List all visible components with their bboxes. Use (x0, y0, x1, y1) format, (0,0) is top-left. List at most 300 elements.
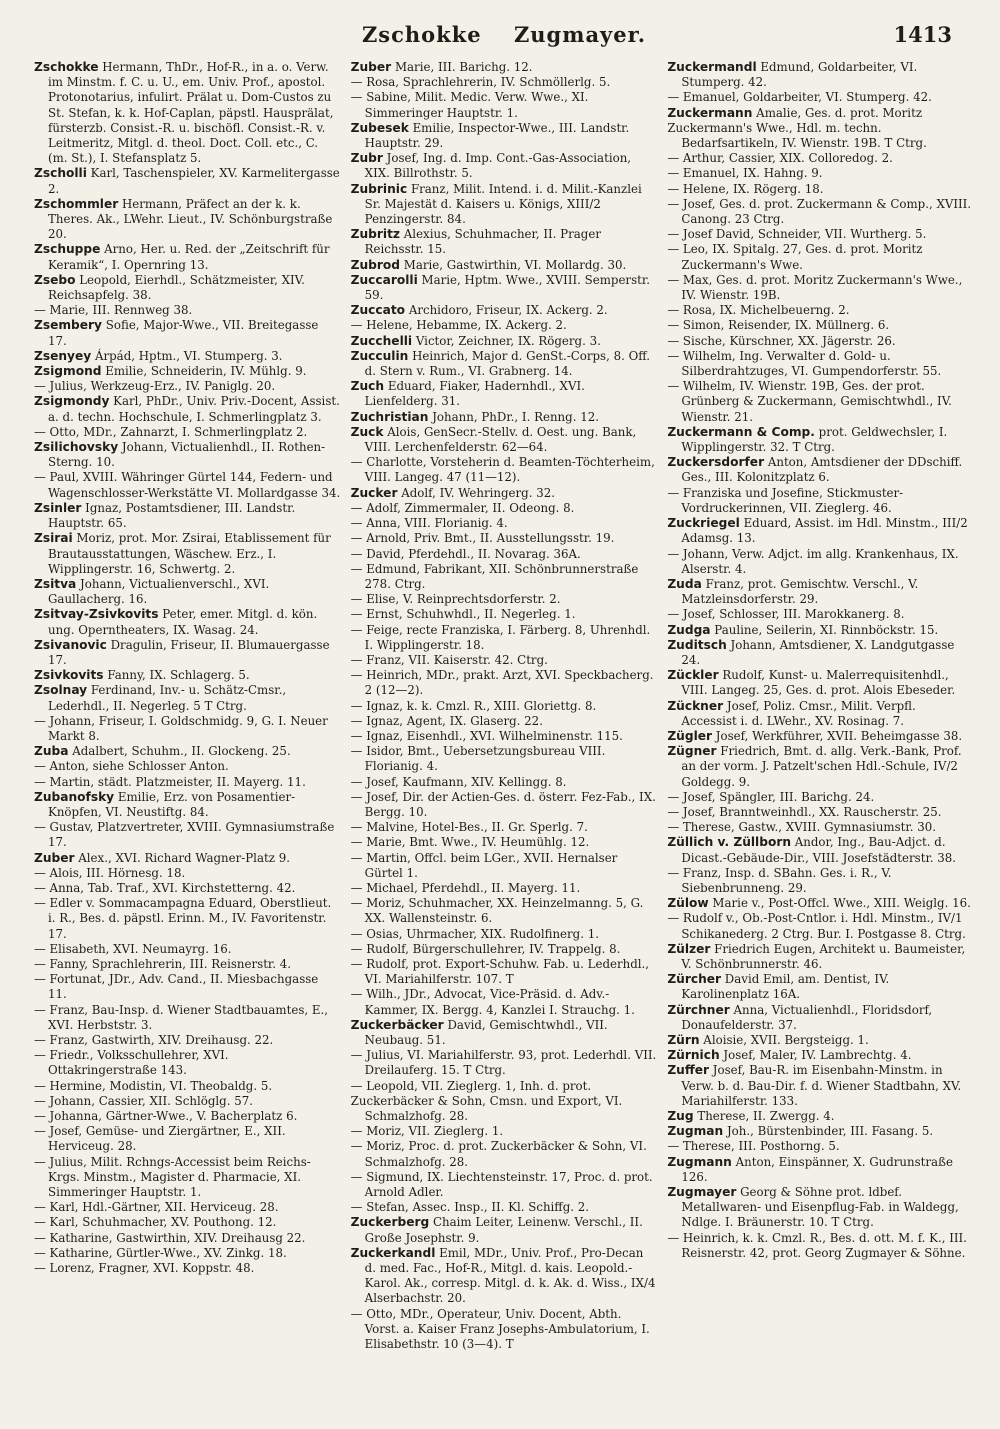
entry-details: — Julius, Milit. Rchngs-Accessist beim Reichs-Krgs. Minstm., Magister d. Pharmacie, XI. Simmeringer Hauptstr. 1. (34, 1154, 311, 1200)
directory-entry (34, 1246, 341, 1261)
directory-entry (667, 623, 974, 638)
entry-surname: Zuber (350, 60, 392, 74)
directory-entry (351, 258, 658, 273)
entry-details: — Rosa, Sprachlehrerin, IV. Schmöllerlg. 5. (350, 75, 611, 90)
entry-details: — Josef, Dir. der Actien-Ges. d. österr. Fez-Fab., IX. Bergg. 10. (350, 789, 656, 819)
entry-surname: Zuckriegel (667, 516, 740, 531)
entry-surname: Zubr (350, 151, 383, 166)
entry-surname: Zubrod (350, 257, 401, 272)
directory-entry (34, 60, 341, 166)
entry-surname: Zuber (34, 850, 75, 865)
entry-surname: Zürn (667, 1033, 700, 1047)
directory-entry (34, 1200, 341, 1215)
directory-entry (667, 547, 974, 577)
entry-details: Fanny, IX. Schlagerg. 5. (107, 668, 250, 683)
entry-details: Zuckerbäcker & Sohn, Cmsn. und Export, VI. Schmalzhofg. 28. (350, 1093, 623, 1124)
entry-details: Johann, Victualienverschl., XVI. Gaullacherg. 16. (48, 576, 270, 607)
entry-details: Therese, II. Zwergg. 4. (697, 1109, 835, 1124)
directory-entry (351, 318, 658, 333)
directory-entry (34, 866, 341, 881)
entry-details: — David, Pferdehdl., II. Novarag. 36A. (350, 546, 581, 561)
directory-entry (667, 1155, 974, 1185)
entry-details: Arno, Her. u. Red. der „Zeitschrift für Keramik“, I. Opernring 13. (48, 242, 330, 272)
entry-surname: Zsolnay (34, 683, 88, 698)
directory-entry (351, 486, 658, 501)
running-title-right: Zugmayer. (513, 22, 647, 47)
directory-entry (34, 318, 341, 348)
directory-entry (351, 75, 658, 90)
directory-entry (667, 1033, 974, 1048)
directory-entry (351, 1200, 658, 1215)
entry-details: — Karl, Schuhmacher, XV. Pouthong. 12. (34, 1215, 277, 1230)
directory-entry (667, 699, 974, 729)
entry-surname: Zülow (667, 896, 709, 911)
running-title (34, 22, 974, 47)
entry-details: Adolf, IV. Wehringerg. 32. (401, 485, 555, 500)
directory-entry (351, 516, 658, 531)
entry-surname: Zubrinic (350, 181, 408, 196)
directory-entry (34, 1003, 341, 1033)
entry-surname: Zürnich (667, 1048, 720, 1063)
directory-entry (667, 318, 974, 333)
directory-entry (34, 394, 341, 424)
directory-entry (667, 607, 974, 622)
entry-surname: Zugmann (667, 1154, 732, 1169)
entry-surname: Zuch (350, 379, 385, 394)
directory-entry (34, 972, 341, 1002)
entry-details: Johann, Amtsdiener, X. Landgutgasse 24. (681, 637, 955, 667)
directory-entry (34, 197, 341, 243)
entry-details: — Sabine, Milit. Medic. Verw. Wwe., XI. Simmeringer Hauptstr. 1. (350, 90, 589, 120)
entry-details: Josef, Ing. d. Imp. Cont.-Gas-Association, XIX. Billrothstr. 5. (364, 151, 632, 181)
entry-details: Alex., XVI. Richard Wagner-Platz 9. (78, 850, 290, 865)
directory-entry (667, 242, 974, 272)
entry-details: Alois, GenSecr.-Stellv. d. Oest. ung. Bank, VIII. Lerchenfelderstr. 62—64. (364, 424, 637, 455)
directory-entry (667, 638, 974, 668)
entry-details: Sofie, Major-Wwe., VII. Breitegasse 17. (48, 318, 319, 348)
page-header (34, 18, 974, 52)
entry-details: — Simon, Reisender, IX. Müllnerg. 6. (667, 318, 890, 333)
directory-entry (351, 699, 658, 714)
directory-entry (34, 349, 341, 364)
entry-details: Ferdinand, Inv.- u. Schätz-Cmsr., Lederhdl., II. Negerleg. 5 T Ctrg. (48, 683, 287, 713)
entry-surname: Zscholli (34, 166, 87, 181)
directory-entry (34, 790, 341, 820)
directory-entry (667, 166, 974, 181)
entry-details: — Edmund, Fabrikant, XII. Schönbrunnerstraße 278. Ctrg. (350, 561, 639, 591)
entry-surname: Zubritz (350, 227, 401, 242)
directory-entry (34, 714, 341, 744)
entry-details: — Lorenz, Fragner, XVI. Koppstr. 48. (34, 1261, 255, 1276)
directory-entry (351, 60, 658, 75)
entry-details: — Franz, VII. Kaiserstr. 42. Ctrg. (350, 652, 548, 667)
directory-entry (351, 379, 658, 409)
entry-details: Josef, Maler, IV. Lambrechtg. 4. (723, 1048, 912, 1063)
directory-entry (351, 820, 658, 835)
entry-details: — Ignaz, Eisenhdl., XVI. Wilhelminenstr. 115. (350, 728, 623, 743)
entry-details: Josef, Werkführer, XVII. Beheimgasse 38. (715, 728, 963, 743)
column-left (34, 60, 341, 1352)
entry-details: — Johanna, Gärtner-Wwe., V. Bacherplatz 6. (34, 1109, 298, 1124)
directory-entry (667, 896, 974, 911)
directory-entry (667, 1048, 974, 1063)
directory-entry (34, 683, 341, 713)
directory-entry (667, 744, 974, 790)
directory-entry (351, 303, 658, 318)
entry-details: — Moriz, Schuhmacher, XX. Heinzelmanng. 5, G. XX. Wallensteinstr. 6. (350, 896, 644, 926)
entry-details: Franz, prot. Gemischtw. Verschl., V. Matzleinsdorferstr. 29. (681, 576, 919, 607)
entry-surname: Zucculin (350, 348, 409, 363)
entry-surname: Zsitvay-Zsivkovits (34, 607, 159, 622)
directory-entry (34, 501, 341, 531)
entry-surname: Zuckerbäcker (350, 1017, 444, 1032)
entry-details: Johann, PhDr., I. Renng. 12. (432, 409, 599, 424)
entry-details: — Emanuel, Goldarbeiter, VI. Stumperg. 42. (667, 90, 932, 105)
entry-details: — Wilhelm, Ing. Verwalter d. Gold- u. Silberdrahtzuges, VI. Gumpendorferstr. 55. (667, 348, 942, 379)
directory-entry (34, 577, 341, 607)
directory-entry (34, 1079, 341, 1094)
entry-details: — Franz, Bau-Insp. d. Wiener Stadtbauamtes, E., XVI. Herbststr. 3. (34, 1002, 328, 1032)
entry-details: — Elisabeth, XVI. Neumayrg. 16. (34, 941, 232, 956)
entry-details: — Helene, IX. Rögerg. 18. (667, 181, 824, 196)
directory-entry (34, 1231, 341, 1246)
entry-details: — Anna, Tab. Traf., XVI. Kirchstetterng. 42. (34, 880, 296, 895)
directory-entry (34, 1124, 341, 1154)
directory-entry (351, 1215, 658, 1245)
entry-details: — Rudolf v., Ob.-Post-Cntlor. i. Hdl. Minstm., IV/1 Schikanederg. 2 Ctrg. Bur. I. Postgasse 8. Ctrg. (667, 911, 966, 941)
directory-entry (667, 486, 974, 516)
entry-surname: Zsebo (34, 272, 76, 287)
entry-surname: Zuffer (667, 1063, 710, 1078)
directory-entry (667, 273, 974, 303)
entry-details: Adalbert, Schuhm., II. Glockeng. 25. (72, 744, 291, 759)
entry-details: Marie, Hptm. Wwe., XVIII. Semperstr. 59. (364, 272, 650, 303)
entry-details: Karl, Taschenspieler, XV. Karmelitergasse 2. (48, 166, 340, 196)
entry-details: Hermann, ThDr., Hof-R., in a. o. Verw. im Minstm. f. C. u. U., em. Univ. Prof., apostol. Protonotarius, infulirt. Prälat u. Dom-Custos zu St. Stefan, k. k. Hof-Caplan, päpstl. Hausprälat, fürsterzb. Consist.-R. u. bischöfl. Consist.-R. v. Leitmeritz, Mitgl. d. theol. Doct. Coll. etc., C. (m. St.), I. Stefansplatz 5. (48, 60, 334, 166)
directory-entry (351, 410, 658, 425)
directory-entry (667, 1109, 974, 1124)
directory-entry (351, 349, 658, 379)
directory-entry (34, 364, 341, 379)
entry-surname: Zuckersdorfer (667, 455, 765, 470)
entry-details: — Rudolf, Bürgerschullehrer, IV. Trappelg. 8. (350, 941, 621, 956)
directory-entry (34, 744, 341, 759)
entry-details: — Malvine, Hotel-Bes., II. Gr. Sperlg. 7. (350, 820, 588, 835)
directory-entry (34, 957, 341, 972)
entry-details: Victor, Zeichner, IX. Rögerg. 3. (415, 333, 601, 348)
directory-entry (351, 592, 658, 607)
directory-entry (667, 790, 974, 805)
directory-entry (667, 121, 974, 151)
entry-details: Alexius, Schuhmacher, II. Prager Reichsstr. 15. (364, 227, 601, 257)
directory-entry (34, 638, 341, 668)
directory-entry (667, 866, 974, 896)
entry-details: — Sische, Kürschner, XX. Jägerstr. 26. (667, 333, 896, 348)
directory-entry (351, 227, 658, 257)
column-right (667, 60, 974, 1352)
entry-surname: Zuchristian (350, 409, 429, 424)
directory-entry (667, 516, 974, 546)
entry-details: Heinrich, Major d. GenSt.-Corps, 8. Off. d. Stern v. Rum., VI. Grabnerg. 14. (364, 348, 650, 379)
directory-entry (351, 957, 658, 987)
entry-details: — Helene, Hebamme, IX. Ackerg. 2. (350, 318, 567, 333)
entry-details: David Emil, am. Dentist, IV. Karolinenplatz 16A. (681, 972, 890, 1002)
directory-entry (351, 653, 658, 668)
entry-details: — Josef, Spängler, III. Barichg. 24. (667, 789, 875, 804)
entry-surname: Zuda (667, 576, 702, 591)
entry-details: — Adolf, Zimmermaler, II. Odeong. 8. (350, 500, 575, 515)
directory-entry (34, 1109, 341, 1124)
directory-entry (351, 334, 658, 349)
entry-surname: Zsivanovic (34, 637, 107, 652)
entry-details: — Ernst, Schuhwhdl., II. Negerleg. 1. (350, 607, 576, 622)
entry-details: Zuckermann's Wwe., Hdl. m. techn. Bedarfsartikeln, IV. Wienstr. 19B. T Ctrg. (667, 120, 927, 151)
entry-surname: Zuccarolli (350, 272, 418, 287)
directory-entry (351, 1307, 658, 1353)
directory-entry (351, 1139, 658, 1169)
entry-details: Hermann, Präfect an der k. k. Theres. Ak., LWehr. Lieut., IV. Schönburgstraße 20. (48, 196, 333, 242)
directory-entry (34, 668, 341, 683)
directory-entry (351, 835, 658, 850)
entry-surname: Zügler (667, 728, 713, 743)
entry-details: — Johann, Verw. Adjct. im allg. Krankenhaus, IX. Alserstr. 4. (667, 546, 959, 576)
entry-details: — Franz, Insp. d. SBahn. Ges. i. R., V. Siebenbrunneng. 29. (667, 865, 892, 895)
entry-details: — Alois, III. Hörnesg. 18. (34, 865, 186, 880)
directory-entry (667, 1063, 974, 1109)
entry-details: — Martin, städt. Platzmeister, II. Mayerg. 11. (34, 774, 306, 789)
directory-entry (667, 729, 974, 744)
entry-details: Edmund, Goldarbeiter, VI. Stumperg. 42. (681, 60, 918, 90)
directory-entry (34, 1155, 341, 1201)
directory-entry (34, 379, 341, 394)
entry-details: Aloisie, XVII. Bergsteigg. 1. (703, 1033, 869, 1047)
directory-entry (34, 303, 341, 318)
directory-entry (667, 1124, 974, 1139)
directory-entry (351, 121, 658, 151)
entry-details: — Heinrich, k. k. Cmzl. R., Bes. d. ott. M. f. K., III. Reisnerstr. 42, prot. Georg Zugmayer & Söhne. (667, 1230, 967, 1260)
directory-entry (667, 1003, 974, 1033)
entry-details: Eduard, Assist. im Hdl. Minstm., III/2 Adamsg. 13. (681, 516, 968, 546)
directory-entry (351, 775, 658, 790)
entry-details: Emilie, Inspector-Wwe., III. Landstr. Hauptstr. 29. (364, 120, 630, 151)
directory-entry (351, 1079, 658, 1094)
directory-entry (667, 334, 974, 349)
entry-details: — Otto, MDr., Zahnarzt, I. Schmerlingplatz 2. (34, 424, 308, 439)
directory-entry (351, 1048, 658, 1078)
entry-details: — Marie, Bmt. Wwe., IV. Heumühlg. 12. (350, 835, 590, 850)
entry-surname: Zuckermandl (667, 60, 757, 74)
entry-surname: Zugman (667, 1124, 724, 1139)
entry-details: — Johann, Cassier, XII. Schlöglg. 57. (34, 1093, 253, 1108)
entry-details: Franz, Milit. Intend. i. d. Milit.-Kanzlei Sr. Majestät d. Kaisers u. Königs, XIII/2 Penzingerstr. 84. (364, 181, 642, 227)
entry-details: Johann, Victualienhdl., II. Rothen-Sterng. 10. (48, 440, 326, 470)
directory-entry (351, 896, 658, 926)
directory-entry (667, 106, 974, 121)
entry-details: — Elise, V. Reinprechtsdorferstr. 2. (350, 592, 561, 607)
entry-details: — Josef, Gemüse- und Ziergärtner, E., XII. Herviceug. 28. (34, 1124, 286, 1154)
entry-surname: Zucker (350, 485, 398, 500)
directory-entry (667, 425, 974, 455)
entry-details: — Julius, VI. Mariahilferstr. 93, prot. Lederhdl. VII. Dreilauferg. 15. T Ctrg. (350, 1048, 657, 1078)
entry-details: Archidoro, Friseur, IX. Ackerg. 2. (408, 303, 608, 318)
directory-entry (34, 775, 341, 790)
entry-surname: Zsilichovsky (34, 440, 119, 455)
entry-details: — Rudolf, prot. Export-Schuhw. Fab. u. Lederhdl., VI. Mariahilferstr. 107. T (350, 956, 650, 987)
entry-surname: Zschuppe (34, 242, 101, 257)
directory-entry (351, 1170, 658, 1200)
entry-details: — Katharine, Gastwirthin, XIV. Dreihausg 22. (34, 1230, 306, 1245)
entry-surname: Zülzer (667, 941, 711, 956)
entry-surname: Zucchelli (350, 333, 413, 348)
entry-details: — Emanuel, IX. Hahng. 9. (667, 166, 823, 181)
entry-details: — Josef, Schlosser, III. Marokkanerg. 8. (667, 607, 905, 622)
directory-columns (34, 60, 974, 1352)
directory-entry (667, 455, 974, 485)
directory-entry (667, 303, 974, 318)
directory-entry (351, 182, 658, 228)
entry-details: — Stefan, Assec. Insp., II. Kl. Schiffg. 2. (350, 1200, 590, 1215)
entry-surname: Zsitva (34, 576, 77, 591)
directory-entry (34, 896, 341, 942)
entry-details: — Josef, Ges. d. prot. Zuckermann & Comp., XVIII. Canong. 23 Ctrg. (667, 196, 972, 227)
directory-entry (34, 607, 341, 637)
entry-surname: Zürchner (667, 1002, 730, 1017)
entry-details: Joh., Bürstenbinder, III. Fasang. 5. (726, 1124, 934, 1139)
entry-details: Josef, Bau-R. im Eisenbahn-Minstm. in Verw. b. d. Bau-Dir. f. d. Wiener Stadtbahn, XV. Mariahilferstr. 133. (681, 1063, 962, 1108)
directory-entry (34, 759, 341, 774)
directory-entry (667, 90, 974, 105)
entry-details: Dragulin, Friseur, II. Blumauergasse 17. (48, 637, 330, 667)
entry-details: — Josef, Branntweinhdl., XX. Rauscherstr. 25. (667, 804, 942, 819)
directory-entry (351, 531, 658, 546)
entry-details: — Ignaz, k. k. Cmzl. R., XIII. Gloriettg. 8. (350, 698, 597, 713)
entry-details: Karl, PhDr., Univ. Priv.-Docent, Assist. a. d. techn. Hochschule, I. Schmerlingplatz 3. (48, 394, 340, 424)
entry-surname: Zsigmondy (34, 394, 110, 409)
entry-details: — Julius, Werkzeug-Erz., IV. Paniglg. 20. (34, 379, 276, 394)
entry-details: — Heinrich, MDr., prakt. Arzt, XVI. Speckbacherg. 2 (12—2). (350, 668, 654, 698)
directory-entry (667, 151, 974, 166)
directory-entry (34, 1261, 341, 1276)
entry-surname: Zubesek (350, 120, 409, 135)
entry-details: — Anna, VIII. Florianig. 4. (350, 516, 508, 531)
directory-entry (667, 805, 974, 820)
entry-surname: Zsigmond (34, 364, 102, 379)
entry-details: — Martin, Offcl. beim LGer., XVII. Hernalser Gürtel 1. (350, 850, 618, 880)
entry-surname: Zsembery (34, 318, 103, 333)
entry-details: — Moriz, Proc. d. prot. Zuckerbäcker & Sohn, VI. Schmalzhofg. 28. (350, 1139, 647, 1169)
directory-entry (351, 790, 658, 820)
entry-surname: Zügner (667, 744, 717, 759)
entry-surname: Zuck (350, 424, 384, 439)
directory-entry (34, 1048, 341, 1078)
directory-entry (351, 90, 658, 120)
directory-entry (34, 531, 341, 577)
entry-details: — Moriz, VII. Zieglerg. 1. (350, 1124, 504, 1139)
entry-details: — Josef, Kaufmann, XIV. Kellingg. 8. (350, 774, 567, 789)
directory-entry (351, 455, 658, 485)
entry-details: Emil, MDr., Univ. Prof., Pro-Decan d. med. Fac., Hof-R., Mitgl. d. kais. Leopold.-Karol. Ak., corresp. Mitgl. d. k. Ak. d. Wiss., IX/4 Alserbachstr. 20. (364, 1245, 656, 1306)
entry-details: Pauline, Seilerin, XI. Rinnböckstr. 15. (714, 622, 939, 637)
entry-details: — Leo, IX. Spitalg. 27, Ges. d. prot. Moritz Zuckermann's Wwe. (667, 242, 923, 272)
directory-entry (351, 851, 658, 881)
entry-details: David, Gemischtwhdl., VII. Neubaug. 51. (364, 1017, 608, 1047)
directory-entry (667, 911, 974, 941)
entry-details: — Therese, III. Posthorng. 5. (667, 1139, 840, 1154)
directory-entry (34, 166, 341, 196)
entry-details: — Osias, Uhrmacher, XIX. Rudolfinerg. 1. (350, 926, 599, 941)
entry-details: — Feige, recte Franziska, I. Färberg. 8, Uhrenhdl. I. Wipplingerstr. 18. (350, 622, 651, 652)
entry-surname: Zuckermann & Comp. (667, 424, 815, 439)
entry-surname: Zuckerberg (350, 1215, 430, 1230)
directory-entry (351, 987, 658, 1017)
directory-entry (351, 562, 658, 592)
entry-surname: Zschommler (34, 196, 119, 211)
directory-entry (351, 1018, 658, 1048)
directory-entry (351, 547, 658, 562)
entry-details: Marie v., Post-Offcl. Wwe., XIII. Weiglg. 16. (712, 896, 971, 911)
directory-entry (351, 151, 658, 181)
directory-entry (667, 60, 974, 90)
directory-entry (34, 273, 341, 303)
entry-surname: Zudga (667, 622, 711, 637)
directory-entry (667, 668, 974, 698)
directory-entry (34, 820, 341, 850)
entry-details: Amalie, Ges. d. prot. Moritz (756, 105, 923, 120)
directory-entry (351, 623, 658, 653)
page-number: 1413 (893, 22, 952, 47)
entry-details: Chaim Leiter, Leinenw. Verschl., II. Große Josephstr. 9. (364, 1215, 643, 1245)
entry-details: — Fortunat, JDr., Adv. Cand., II. Miesbachgasse 11. (34, 972, 319, 1002)
directory-entry (34, 470, 341, 500)
directory-entry (667, 379, 974, 425)
column-middle (351, 60, 658, 1352)
directory-entry (667, 1139, 974, 1154)
entry-details: — Isidor, Bmt., Uebersetzungsbureau VIII. Florianig. 4. (350, 744, 606, 774)
directory-entry (351, 927, 658, 942)
entry-details: Árpád, Hptm., VI. Stumperg. 3. (94, 348, 283, 363)
entry-surname: Zuckerkandl (350, 1245, 436, 1260)
entry-surname: Zuditsch (667, 637, 727, 652)
entry-details: — Ignaz, Agent, IX. Glaserg. 22. (350, 713, 543, 728)
directory-entry (667, 835, 974, 865)
directory-entry (351, 729, 658, 744)
entry-surname: Zsirai (34, 531, 73, 546)
entry-details: — Sigmund, IX. Liechtensteinstr. 17, Proc. d. prot. Arnold Adler. (350, 1169, 653, 1200)
entry-details: Andor, Ing., Bau-Adjct. d. Dicast.-Gebäude-Dir., VIII. Josefstädterstr. 38. (681, 835, 957, 865)
entry-details: Eduard, Fiaker, Hadernhdl., XVI. Lienfelderg. 31. (364, 379, 585, 409)
directory-entry (34, 942, 341, 957)
directory-entry (667, 820, 974, 835)
entry-details: — Rosa, IX. Michelbeuerng. 2. (667, 303, 850, 318)
entry-details: — Johann, Friseur, I. Goldschmidg. 9, G. I. Neuer Markt 8. (34, 713, 328, 743)
entry-surname: Zsinler (34, 500, 82, 515)
entry-details: Rudolf, Kunst- u. Malerrequisitenhdl., VIII. Langeg. 25, Ges. d. prot. Alois Ebeseder. (681, 668, 956, 698)
entry-details: — Paul, XVIII. Währinger Gürtel 144, Federn- und Wagenschlosser-Werkstätte VI. Mollardgasse 34. (34, 470, 341, 500)
directory-entry (351, 273, 658, 303)
entry-details: Anton, Amtsdiener der DDschiff. Ges., III. Kolonitzplatz 6. (681, 455, 963, 485)
entry-surname: Zückler (667, 668, 719, 683)
directory-entry (34, 1033, 341, 1048)
entry-details: Friedrich, Bmt. d. allg. Verk.-Bank, Prof. an der vorm. J. Patzelt'schen Hdl.-Schule, IV/2 Goldegg. 9. (681, 744, 962, 789)
entry-details: Leopold, Eierhdl., Schätzmeister, XIV. Reichsapfelg. 38. (48, 272, 305, 303)
entry-details: Josef, Poliz. Cmsr., Milit. Verpfl. Accessist i. d. LWehr., XV. Rosinag. 7. (681, 698, 916, 728)
directory-entry (667, 197, 974, 227)
entry-surname: Zückner (667, 698, 724, 713)
directory-entry (667, 227, 974, 242)
entry-surname: Zuccato (350, 303, 406, 318)
entry-details: — Michael, Pferdehdl., II. Mayerg. 11. (350, 880, 581, 895)
entry-surname: Zürcher (667, 972, 722, 987)
